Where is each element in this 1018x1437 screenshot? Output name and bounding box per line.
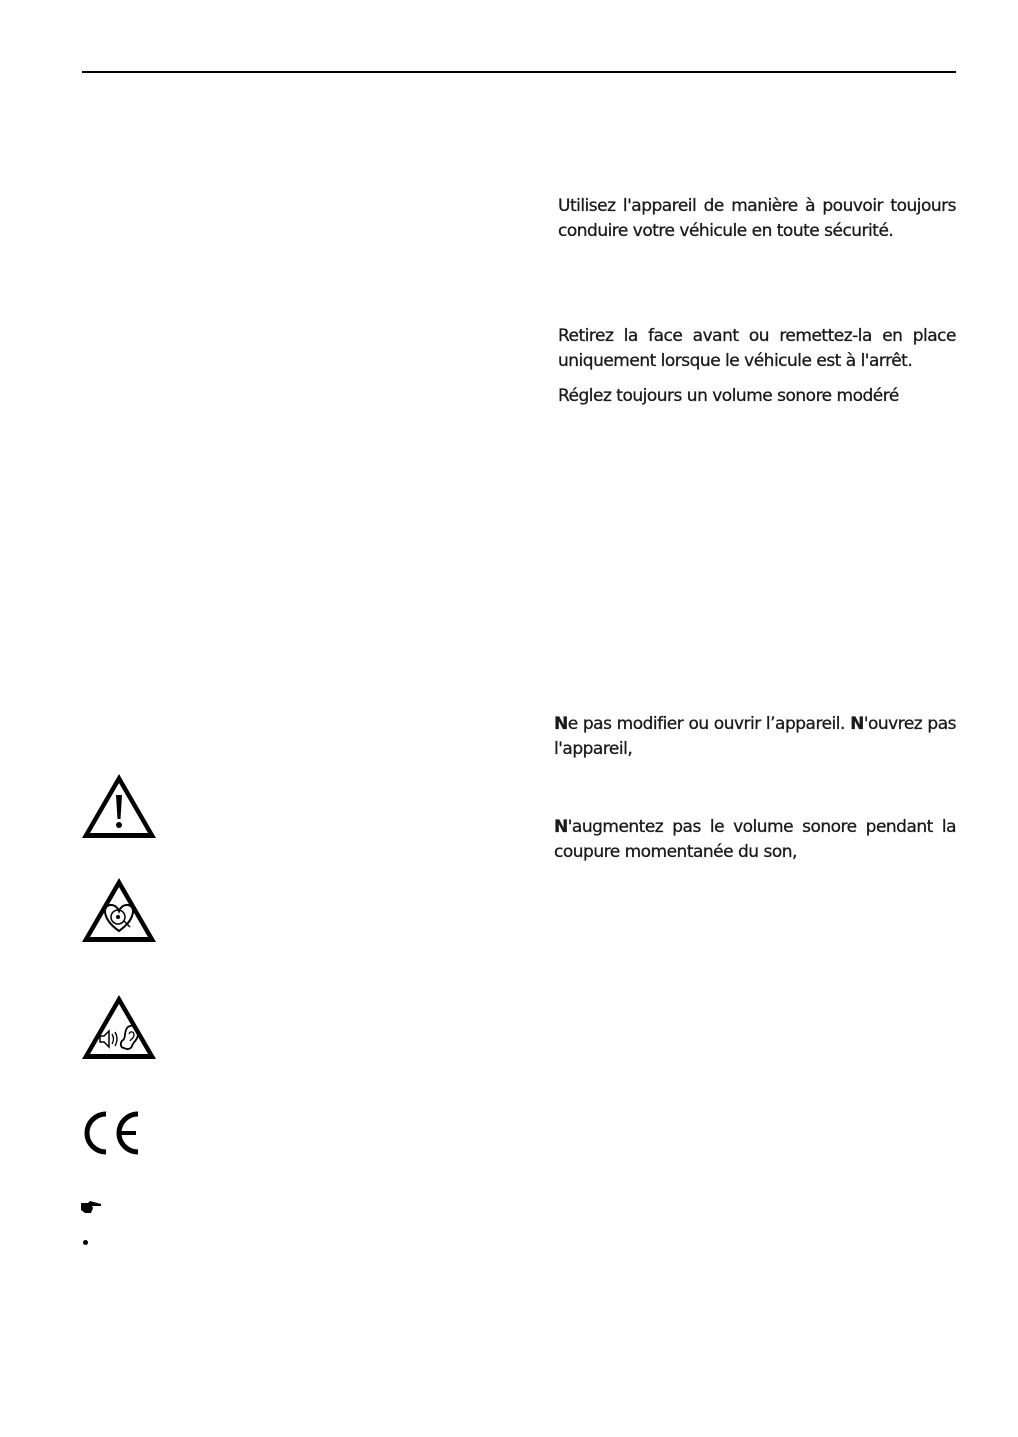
text-segment: e pas modifier ou ouvrir l’appareil. xyxy=(567,714,851,734)
disc-care-triangle-icon xyxy=(80,875,158,945)
top-rule xyxy=(82,71,956,73)
initial-letter: N xyxy=(850,714,864,734)
warning-triangle-icon xyxy=(80,771,158,841)
initial-letter: N xyxy=(554,817,568,837)
paragraph-front-panel: Retirez la face avant ou remettez-la en place uniquement lorsque le véhicule est à l'arrêt. xyxy=(558,326,956,371)
pointing-hand-icon xyxy=(80,1200,102,1214)
ce-mark-icon xyxy=(80,1108,142,1158)
initial-letter: N xyxy=(554,714,568,734)
paragraph-mute-volume xyxy=(554,815,956,865)
hearing-protection-triangle-icon xyxy=(80,992,158,1062)
paragraph-safe-driving: Utilisez l'appareil de manière à pouvoir toujours conduire votre véhicule en toute sécurité. xyxy=(558,196,956,241)
text-segment: 'augmentez pas le volume sonore pendant la coupure momentanée du son, xyxy=(554,817,956,862)
paragraph-do-not-open xyxy=(554,712,956,762)
text-segment: 'ouvrez pas l'appareil, xyxy=(554,714,956,759)
paragraph-volume: Réglez toujours un volume sonore modéré xyxy=(558,386,899,406)
bullet-dot xyxy=(83,1240,88,1245)
